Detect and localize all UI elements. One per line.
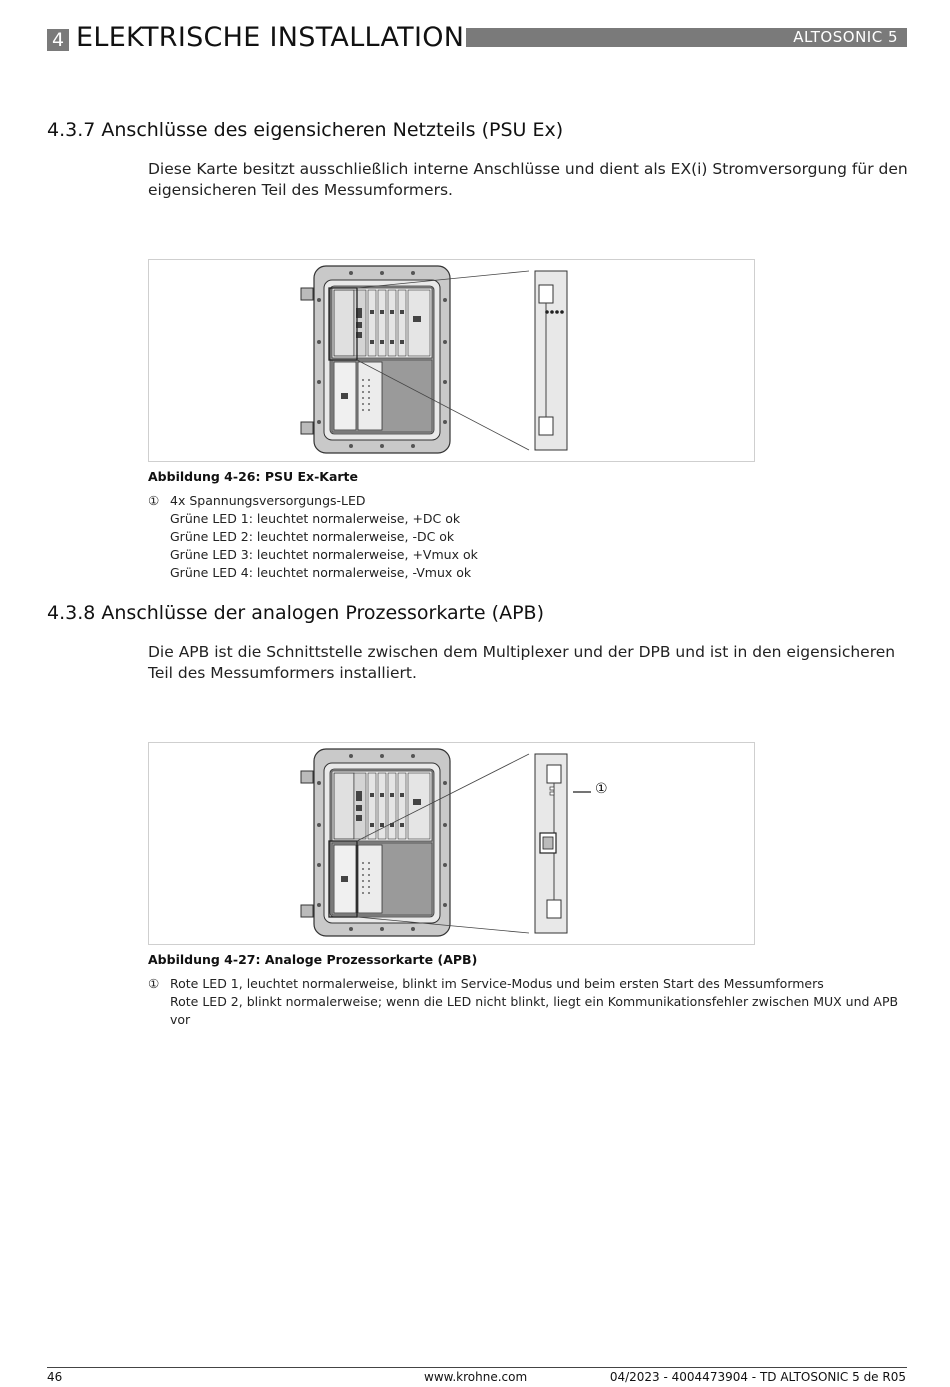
figure-callout-number: ① [595, 781, 608, 797]
legend-marker: ① [148, 493, 160, 508]
figure-psu-ex [148, 259, 755, 462]
section-paragraph-psu-ex: Diese Karte besitzt ausschließlich interne Anschlüsse und dient als EX(i) Stromversorgung für den eigensicheren Teil des Messumformers. [148, 160, 908, 199]
legend-marker: ① [148, 976, 160, 991]
figure-caption-apb: Abbildung 4-27: Analoge Prozessorkarte (APB) [148, 952, 478, 967]
legend-line: Grüne LED 3: leuchtet normalerweise, +Vmux ok [170, 547, 478, 562]
page-number: 46 [47, 1370, 63, 1384]
legend-psu-ex [148, 492, 908, 584]
footer-document-id: 04/2023 - 4004473904 - TD ALTOSONIC 5 de R05 [609, 1370, 906, 1384]
figure-apb [148, 742, 755, 945]
psu-ex-diagram [149, 260, 754, 461]
apb-diagram [149, 743, 754, 944]
legend-line: Rote LED 2, blinkt normalerweise; wenn die LED nicht blinkt, liegt ein Kommunikationsfehler zwischen MUX und APB vor [170, 994, 899, 1027]
chapter-number-badge: 4 [47, 29, 69, 51]
legend-line: Grüne LED 4: leuchtet normalerweise, -Vmux ok [170, 565, 472, 580]
section-paragraph-apb: Die APB ist die Schnittstelle zwischen dem Multiplexer und der DPB und ist in den eigensicheren Teil des Messumformers installiert. [148, 643, 896, 682]
section-title-apb: 4.3.8 Anschlüsse der analogen Prozessorkarte (APB) [47, 602, 544, 624]
legend-line: Rote LED 1, leuchtet normalerweise, blinkt im Service-Modus und beim ersten Start des Messumformers [170, 976, 824, 991]
section-title-psu-ex: 4.3.7 Anschlüsse des eigensicheren Netzteils (PSU Ex) [47, 119, 564, 141]
legend-line: Grüne LED 2: leuchtet normalerweise, -DC ok [170, 529, 455, 544]
legend-line: 4x Spannungsversorgungs-LED [170, 493, 366, 508]
product-name: ALTOSONIC 5 [793, 28, 898, 46]
legend-line: Grüne LED 1: leuchtet normalerweise, +DC ok [170, 511, 461, 526]
footer-website: www.krohne.com [424, 1370, 528, 1384]
chapter-title: ELEKTRISCHE INSTALLATION [76, 22, 465, 53]
figure-caption-psu-ex: Abbildung 4-26: PSU Ex-Karte [148, 469, 359, 484]
legend-apb [148, 975, 908, 1031]
footer-rule [47, 1367, 907, 1368]
